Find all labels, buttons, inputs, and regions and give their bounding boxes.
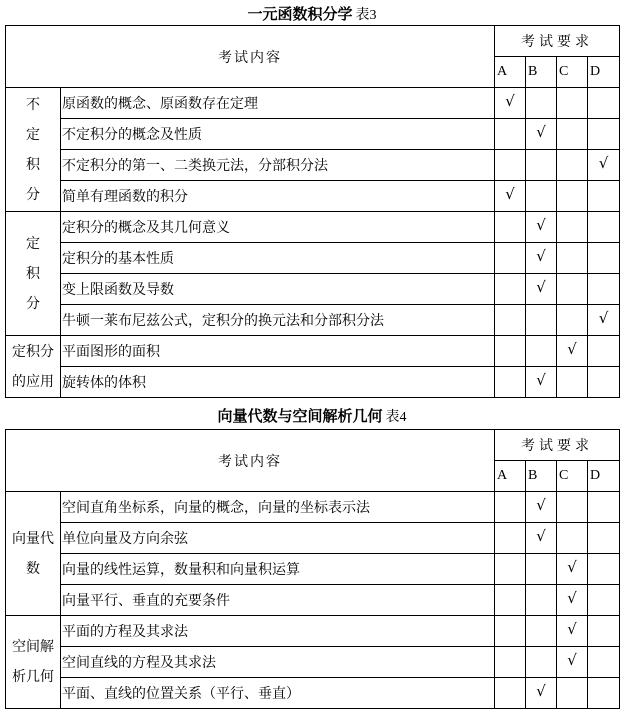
content-item: 变上限函数及导数 [61,274,495,305]
category-line: 积 [26,265,40,282]
table3-tag: 表3 [355,8,377,23]
level-cell-a [495,336,526,367]
table-row [6,243,620,274]
check-mark-icon: √ [598,309,609,327]
check-mark-icon: √ [567,589,577,607]
level-cell-c [557,367,588,398]
table3-title [0,3,624,24]
level-cell-b [526,492,557,523]
check-mark-icon: √ [536,123,546,141]
content-item: 简单有理函数的积分 [61,181,495,212]
level-cell-b [526,367,557,398]
level-cell-a [495,181,526,212]
check-mark-icon: √ [536,278,546,296]
level-cell-d [588,305,620,336]
table4-title [0,405,624,426]
table4-category-1 [6,616,61,709]
level-cell-b [526,212,557,243]
content-item: 牛顿一莱布尼兹公式，定积分的换元法和分部积分法 [61,305,495,336]
table4-level-c: C [557,461,588,492]
level-cell-c [557,119,588,150]
check-mark-icon: √ [536,496,546,514]
table3-title-text: 一元函数积分学 [247,5,353,23]
content-item: 平面、直线的位置关系（平行、垂直） [61,678,495,709]
table3-content-header: 考试内容 [6,26,495,88]
level-cell-b [526,678,557,709]
table3-category-1 [6,212,61,336]
level-cell-c [557,647,588,678]
table-row [6,274,620,305]
table-row [6,119,620,150]
level-cell-c [557,274,588,305]
category-line: 分 [26,295,40,312]
table3-level-c: C [557,57,588,88]
check-mark-icon: √ [536,527,546,545]
level-cell-d [588,647,620,678]
table3-level-a: A [495,57,526,88]
table4-level-a: A [495,461,526,492]
category-line: 空间解 [12,639,54,655]
level-cell-c [557,585,588,616]
level-cell-a [495,88,526,119]
table-row [6,181,620,212]
check-mark-icon: √ [567,620,577,638]
table-row [6,492,620,523]
table-row [6,88,620,119]
level-cell-a [495,523,526,554]
level-cell-c [557,554,588,585]
check-mark-icon: √ [536,216,546,234]
level-cell-a [495,585,526,616]
level-cell-b [526,150,557,181]
level-cell-b [526,274,557,305]
level-cell-d [588,616,620,647]
level-cell-d [588,88,620,119]
level-cell-a [495,119,526,150]
category-line: 定积分 [12,343,54,360]
level-cell-d [588,212,620,243]
category-line: 的应用 [12,373,54,390]
level-cell-b [526,243,557,274]
content-item: 向量平行、垂直的充要条件 [61,585,495,616]
content-item: 不定积分的第一、二类换元法，分部积分法 [61,150,495,181]
content-item: 定积分的基本性质 [61,243,495,274]
level-cell-c [557,150,588,181]
table3-level-d: D [588,57,620,88]
content-item: 定积分的概念及其几何意义 [61,212,495,243]
level-cell-a [495,274,526,305]
level-cell-d [588,585,620,616]
content-item: 不定积分的概念及性质 [61,119,495,150]
table4-level-b: B [526,461,557,492]
level-cell-b [526,523,557,554]
level-cell-a [495,243,526,274]
category-line: 析几何 [12,669,54,685]
content-item: 单位向量及方向余弦 [61,523,495,554]
check-mark-icon: √ [536,682,546,700]
level-cell-b [526,119,557,150]
level-cell-a [495,367,526,398]
table4-content-header: 考试内容 [6,430,495,492]
table3-category-0 [6,88,61,212]
level-cell-d [588,150,620,181]
level-cell-a [495,616,526,647]
check-mark-icon: √ [505,92,515,110]
level-cell-b [526,88,557,119]
table-row [6,554,620,585]
level-cell-a [495,554,526,585]
level-cell-a [495,150,526,181]
level-cell-b [526,647,557,678]
level-cell-b [526,305,557,336]
table-row [6,212,620,243]
level-cell-d [588,336,620,367]
table3-category-2 [6,336,61,398]
category-line: 分 [26,186,40,203]
level-cell-a [495,492,526,523]
level-cell-c [557,243,588,274]
level-cell-c [557,336,588,367]
level-cell-a [495,647,526,678]
table-row [6,647,620,678]
level-cell-d [588,492,620,523]
category-line: 定 [26,126,40,143]
level-cell-c [557,678,588,709]
level-cell-c [557,305,588,336]
check-mark-icon: √ [567,651,577,669]
level-cell-a [495,305,526,336]
level-cell-c [557,523,588,554]
level-cell-b [526,585,557,616]
level-cell-a [495,678,526,709]
table3-requirement-header: 考试要求 [495,26,620,57]
table-row [6,336,620,367]
table4-requirement-header: 考试要求 [495,430,620,461]
content-item: 原函数的概念、原函数存在定理 [61,88,495,119]
level-cell-c [557,492,588,523]
check-mark-icon: √ [598,154,609,172]
level-cell-c [557,616,588,647]
table3-level-b: B [526,57,557,88]
table4-level-d: D [588,461,620,492]
level-cell-b [526,554,557,585]
table-row [6,616,620,647]
level-cell-b [526,616,557,647]
content-item: 旋转体的体积 [61,367,495,398]
table-row [6,523,620,554]
table4 [5,429,620,709]
table-row [6,585,620,616]
level-cell-d [588,119,620,150]
level-cell-c [557,212,588,243]
level-cell-d [588,243,620,274]
table-row [6,678,620,709]
content-item: 平面的方程及其求法 [61,616,495,647]
table4-tag: 表4 [385,410,407,425]
level-cell-d [588,523,620,554]
category-line: 不 [26,96,40,113]
level-cell-d [588,367,620,398]
check-mark-icon: √ [536,247,546,265]
content-item: 平面图形的面积 [61,336,495,367]
level-cell-d [588,678,620,709]
table-row [6,367,620,398]
level-cell-a [495,212,526,243]
table4-title-text: 向量代数与空间解析几何 [217,407,383,425]
level-cell-d [588,181,620,212]
category-line: 积 [26,156,40,173]
level-cell-b [526,336,557,367]
check-mark-icon: √ [567,340,577,358]
table3 [5,25,620,398]
level-cell-d [588,554,620,585]
table-row [6,305,620,336]
content-item: 空间直角坐标系，向量的概念，向量的坐标表示法 [61,492,495,523]
content-item: 向量的线性运算，数量积和向量积运算 [61,554,495,585]
category-line: 定 [26,235,40,252]
table4-category-0 [6,492,61,616]
level-cell-d [588,274,620,305]
category-line: 数 [26,560,40,577]
check-mark-icon: √ [505,185,515,203]
check-mark-icon: √ [567,558,577,576]
check-mark-icon: √ [536,371,546,389]
category-line: 向量代 [12,530,54,547]
content-item: 空间直线的方程及其求法 [61,647,495,678]
level-cell-c [557,181,588,212]
level-cell-b [526,181,557,212]
table-row [6,150,620,181]
level-cell-c [557,88,588,119]
